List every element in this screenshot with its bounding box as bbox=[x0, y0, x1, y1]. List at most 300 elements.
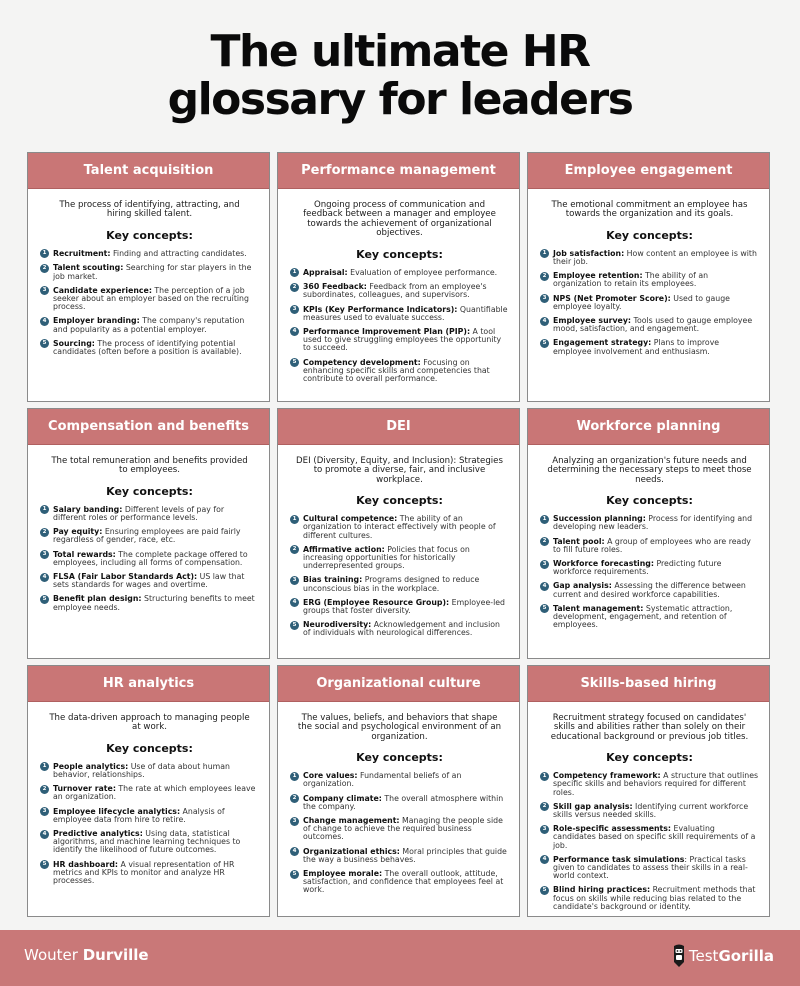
concept-term: Candidate experience: bbox=[53, 285, 152, 295]
concept-text bbox=[553, 538, 759, 554]
concept-item bbox=[40, 830, 259, 855]
concept-term: HR dashboard: bbox=[53, 859, 119, 869]
concept-item bbox=[40, 287, 259, 312]
number-badge-icon: 4 bbox=[40, 830, 49, 839]
concept-text bbox=[303, 359, 509, 384]
card-body bbox=[28, 702, 269, 897]
concept-term: Job satisfaction: bbox=[553, 248, 625, 258]
concept-item bbox=[290, 269, 509, 278]
card-description: The process of identifying, attracting, and hiring skilled talent. bbox=[59, 200, 240, 220]
concept-text bbox=[303, 870, 509, 895]
concept-definition: Managing the people side of change to achieve the required business outcomes. bbox=[303, 816, 503, 842]
number-badge-icon: 1 bbox=[540, 515, 549, 524]
concept-term: Employee retention: bbox=[553, 271, 643, 281]
concept-item bbox=[290, 621, 509, 637]
concept-definition: Finding and attracting candidates. bbox=[110, 248, 247, 258]
concept-definition: Focusing on enhancing specific skills and competencies that contribute to overall performance. bbox=[303, 357, 490, 383]
number-badge-icon: 4 bbox=[290, 327, 299, 336]
card-title: HR analytics bbox=[102, 676, 195, 691]
concept-term: Appraisal: bbox=[303, 267, 348, 277]
concept-text bbox=[53, 317, 259, 333]
concept-definition: : Practical tasks given to candidates to assess their skills in a real-world context. bbox=[553, 854, 748, 881]
number-badge-icon: 2 bbox=[290, 283, 299, 292]
card-title: Talent acquisition bbox=[83, 163, 214, 178]
number-badge-icon: 1 bbox=[40, 249, 49, 258]
number-badge-icon: 3 bbox=[290, 817, 299, 826]
concept-definition: The rate at which employees leave an organization. bbox=[53, 784, 256, 802]
number-badge-icon: 5 bbox=[40, 595, 49, 604]
concept-item bbox=[40, 573, 259, 589]
concept-definition: Evaluation of employee performance. bbox=[347, 267, 498, 277]
concept-text bbox=[553, 339, 759, 355]
number-badge-icon: 1 bbox=[40, 505, 49, 514]
author-name bbox=[24, 946, 149, 964]
concept-text bbox=[303, 328, 509, 353]
concept-term: People analytics: bbox=[53, 761, 129, 771]
concept-definition: How content an employee is with their job. bbox=[553, 248, 757, 267]
concept-definition: Using data, statistical algorithms, and machine learning techniques to identify the likelihood of future outcomes. bbox=[53, 829, 241, 855]
concept-item bbox=[540, 560, 759, 576]
number-badge-icon: 1 bbox=[540, 772, 549, 781]
concept-text bbox=[53, 861, 259, 886]
number-badge-icon: 2 bbox=[540, 802, 549, 811]
number-badge-icon: 2 bbox=[290, 545, 299, 554]
concept-item bbox=[540, 886, 759, 911]
concept-definition: Process for identifying and developing new leaders. bbox=[553, 514, 753, 532]
concept-item bbox=[40, 317, 259, 333]
concept-term: FLSA (Fair Labor Standards Act): bbox=[53, 572, 198, 582]
number-badge-icon: 3 bbox=[540, 294, 549, 303]
number-badge-icon: 5 bbox=[540, 339, 549, 348]
card-title: Workforce planning bbox=[576, 419, 721, 434]
concept-text bbox=[303, 546, 509, 571]
number-badge-icon: 5 bbox=[540, 886, 549, 895]
number-badge-icon: 4 bbox=[290, 847, 299, 856]
concept-text bbox=[553, 803, 759, 819]
concept-definition: Predicting future workforce requirements. bbox=[553, 559, 722, 577]
card-header bbox=[278, 409, 519, 445]
concept-item bbox=[540, 856, 759, 881]
concept-text bbox=[53, 808, 259, 824]
concept-text bbox=[53, 595, 259, 611]
number-badge-icon: 2 bbox=[540, 272, 549, 281]
concept-list bbox=[40, 250, 259, 356]
card-header bbox=[28, 153, 269, 189]
card-body bbox=[528, 445, 769, 641]
key-concepts-heading: Key concepts: bbox=[106, 484, 193, 498]
concept-item bbox=[40, 551, 259, 567]
card-title: Employee engagement bbox=[564, 163, 733, 178]
concept-text bbox=[53, 785, 259, 801]
concept-text bbox=[303, 848, 509, 864]
concept-term: Talent management: bbox=[553, 603, 644, 613]
number-badge-icon: 3 bbox=[290, 576, 299, 585]
concept-item bbox=[540, 339, 759, 355]
concept-term: Blind hiring practices: bbox=[553, 885, 651, 895]
key-concepts-heading: Key concepts: bbox=[106, 741, 193, 755]
concept-item bbox=[540, 272, 759, 288]
concept-definition: The overall atmosphere within the company. bbox=[303, 793, 504, 811]
card-title: DEI bbox=[386, 419, 411, 434]
card-description: The emotional commitment an employee has towards the organization and its goals. bbox=[551, 200, 748, 220]
concept-list bbox=[290, 772, 509, 894]
concept-text bbox=[53, 287, 259, 312]
concept-definition: Different levels of pay for different roles or performance levels. bbox=[53, 504, 225, 523]
concept-term: Organizational ethics: bbox=[303, 846, 400, 856]
concept-text bbox=[53, 340, 259, 356]
concept-item bbox=[540, 515, 759, 531]
number-badge-icon: 5 bbox=[40, 339, 49, 348]
card-description: Analyzing an organization's future needs and determining the necessary steps to meet those needs. bbox=[547, 456, 752, 485]
number-badge-icon: 5 bbox=[290, 358, 299, 367]
concept-definition: The perception of a job seeker about an employer based on the recruiting process. bbox=[53, 285, 249, 312]
number-badge-icon: 2 bbox=[540, 537, 549, 546]
concept-text bbox=[553, 772, 759, 797]
concept-term: Talent pool: bbox=[553, 536, 605, 546]
concept-definition: The ability of an organization to interact effectively with people of different cultures. bbox=[303, 514, 496, 540]
concept-item bbox=[40, 340, 259, 356]
brand-logo bbox=[672, 944, 774, 968]
concept-item bbox=[40, 808, 259, 824]
concept-definition: Structuring benefits to meet employee needs. bbox=[53, 594, 255, 612]
concept-item bbox=[540, 250, 759, 266]
concept-definition: Policies that focus on increasing opportunities for historically underrepresented groups. bbox=[303, 544, 470, 571]
concept-term: Employee survey: bbox=[553, 316, 632, 326]
concept-text bbox=[303, 772, 509, 788]
concept-item bbox=[290, 817, 509, 842]
concept-item bbox=[40, 506, 259, 522]
number-badge-icon: 4 bbox=[40, 317, 49, 326]
concept-text bbox=[53, 830, 259, 855]
concept-text bbox=[303, 306, 509, 322]
concept-text bbox=[303, 576, 509, 592]
key-concepts-heading: Key concepts: bbox=[606, 228, 693, 242]
glossary-card-performance-management bbox=[277, 152, 520, 402]
number-badge-icon: 3 bbox=[40, 807, 49, 816]
concept-item bbox=[290, 795, 509, 811]
concept-definition: The complete package offered to employees, including all forms of compensation. bbox=[53, 549, 248, 567]
number-badge-icon: 1 bbox=[290, 268, 299, 277]
concept-item bbox=[290, 599, 509, 615]
glossary-card-talent-acquisition bbox=[27, 152, 270, 402]
page-title bbox=[0, 28, 800, 124]
card-description: Recruitment strategy focused on candidates' skills and abilities rather than solely on their educational background or previous job titles. bbox=[550, 713, 749, 742]
concept-text bbox=[53, 551, 259, 567]
key-concepts-heading: Key concepts: bbox=[356, 247, 443, 261]
glossary-card-dei bbox=[277, 408, 520, 659]
concept-definition: Recruitment methods that focus on skills while reducing bias related to the candidate's background or identity. bbox=[553, 885, 756, 911]
author-first-name: Wouter bbox=[24, 946, 83, 964]
concept-term: Sourcing: bbox=[53, 338, 95, 348]
concept-item bbox=[540, 803, 759, 819]
concept-item bbox=[40, 861, 259, 886]
number-badge-icon: 3 bbox=[540, 825, 549, 834]
card-header bbox=[28, 666, 269, 702]
brand-name-bold: Gorilla bbox=[718, 947, 774, 965]
card-body bbox=[528, 702, 769, 917]
card-body bbox=[278, 702, 519, 907]
card-header bbox=[278, 666, 519, 702]
glossary-card-employee-engagement bbox=[527, 152, 770, 402]
concept-item bbox=[540, 605, 759, 630]
concept-item bbox=[290, 515, 509, 540]
concept-definition: Acknowledgement and inclusion of individuals with neurological differences. bbox=[303, 620, 500, 638]
concept-text bbox=[553, 515, 759, 531]
concept-definition: Tools used to gauge employee mood, satisfaction, and engagement. bbox=[553, 316, 753, 334]
concept-text bbox=[553, 582, 759, 598]
concept-term: Predictive analytics: bbox=[53, 829, 143, 839]
number-badge-icon: 2 bbox=[40, 785, 49, 794]
concept-definition: A structure that outlines specific skills and behaviors required for different roles. bbox=[553, 771, 759, 797]
number-badge-icon: 5 bbox=[290, 621, 299, 630]
concept-text bbox=[303, 795, 509, 811]
concept-term: Pay equity: bbox=[53, 527, 103, 537]
number-badge-icon: 4 bbox=[540, 582, 549, 591]
card-body bbox=[528, 189, 769, 368]
concept-definition: US law that sets standards for wages and overtime. bbox=[53, 572, 245, 590]
concept-term: ERG (Employee Resource Group): bbox=[303, 597, 450, 607]
concept-definition: The process of identifying potential candidates (often before a position is available). bbox=[53, 338, 242, 356]
concept-term: Employee lifecycle analytics: bbox=[53, 806, 181, 816]
concept-item bbox=[540, 295, 759, 311]
concept-item bbox=[540, 538, 759, 554]
glossary-card-organizational-culture bbox=[277, 665, 520, 917]
concept-definition: Feedback from an employee's subordinates, colleagues, and supervisors. bbox=[303, 282, 487, 300]
card-body bbox=[28, 445, 269, 624]
concept-definition: Plans to improve employee involvement and enthusiasm. bbox=[553, 338, 720, 356]
concept-definition: Programs designed to reduce unconscious bias in the workplace. bbox=[303, 575, 480, 593]
card-header bbox=[278, 153, 519, 189]
number-badge-icon: 4 bbox=[540, 855, 549, 864]
concept-text bbox=[553, 317, 759, 333]
concept-definition: Systematic attraction, development, engagement, and retention of employees. bbox=[553, 603, 733, 630]
concept-term: Talent scouting: bbox=[53, 263, 124, 273]
concept-text bbox=[303, 269, 497, 277]
card-body bbox=[278, 189, 519, 395]
concept-item bbox=[40, 250, 259, 259]
concept-term: Competency development: bbox=[303, 357, 421, 367]
concept-text bbox=[553, 250, 759, 266]
concept-term: Change management: bbox=[303, 816, 400, 826]
concept-definition: Ensuring employees are paid fairly regardless of gender, race, etc. bbox=[53, 527, 241, 545]
concept-term: Competency framework: bbox=[553, 771, 661, 781]
number-badge-icon: 2 bbox=[290, 794, 299, 803]
number-badge-icon: 2 bbox=[40, 264, 49, 273]
gorilla-logo-icon bbox=[672, 944, 686, 968]
number-badge-icon: 5 bbox=[540, 604, 549, 613]
concept-item bbox=[540, 582, 759, 598]
concept-term: Employer branding: bbox=[53, 316, 140, 326]
concept-list bbox=[290, 515, 509, 637]
concept-term: Benefit plan design: bbox=[53, 594, 142, 604]
number-badge-icon: 1 bbox=[540, 249, 549, 258]
number-badge-icon: 1 bbox=[290, 515, 299, 524]
concept-item bbox=[290, 848, 509, 864]
card-header bbox=[28, 409, 269, 445]
number-badge-icon: 2 bbox=[40, 528, 49, 537]
glossary-card-hr-analytics bbox=[27, 665, 270, 917]
glossary-grid bbox=[27, 152, 770, 917]
concept-definition: Moral principles that guide the way a business behaves. bbox=[303, 846, 507, 864]
concept-definition: Fundamental beliefs of an organization. bbox=[303, 771, 462, 789]
concept-text bbox=[303, 515, 509, 540]
concept-definition: Identifying current workforce skills versus needed skills. bbox=[553, 801, 749, 820]
concept-term: KPIs (Key Performance Indicators): bbox=[303, 304, 458, 314]
concept-definition: Used to gauge employee loyalty. bbox=[553, 293, 730, 311]
card-title: Compensation and benefits bbox=[48, 419, 249, 434]
concept-term: Neurodiversity: bbox=[303, 620, 372, 630]
concept-text bbox=[553, 856, 759, 881]
footer bbox=[0, 930, 800, 986]
concept-definition: The ability of an organization to retain its employees. bbox=[553, 271, 709, 289]
number-badge-icon: 4 bbox=[290, 598, 299, 607]
card-title: Performance management bbox=[301, 163, 496, 178]
concept-item bbox=[40, 264, 259, 280]
concept-text bbox=[53, 264, 259, 280]
card-description: The total remuneration and benefits provided to employees. bbox=[51, 456, 248, 476]
concept-item bbox=[40, 528, 259, 544]
number-badge-icon: 1 bbox=[290, 772, 299, 781]
concept-text bbox=[303, 599, 509, 615]
number-badge-icon: 4 bbox=[540, 317, 549, 326]
concept-list bbox=[290, 269, 509, 384]
concept-definition: Evaluating candidates based on specific skill requirements of a job. bbox=[553, 824, 756, 850]
concept-term: 360 Feedback: bbox=[303, 282, 367, 292]
concept-item bbox=[290, 772, 509, 788]
concept-item bbox=[540, 825, 759, 850]
concept-term: Succession planning: bbox=[553, 514, 646, 524]
card-header bbox=[528, 409, 769, 445]
concept-term: Cultural competence: bbox=[303, 514, 398, 524]
concept-item bbox=[290, 283, 509, 299]
card-header bbox=[528, 666, 769, 702]
number-badge-icon: 5 bbox=[40, 860, 49, 869]
concept-text bbox=[53, 506, 259, 522]
card-description: The values, beliefs, and behaviors that shape the social and psychological environment of an organization. bbox=[297, 713, 502, 742]
concept-text bbox=[53, 763, 259, 779]
glossary-card-compensation-and-benefits bbox=[27, 408, 270, 659]
concept-item bbox=[40, 595, 259, 611]
concept-definition: A tool used to give struggling employees the opportunity to succeed. bbox=[303, 326, 502, 353]
concept-term: Turnover rate: bbox=[53, 784, 116, 794]
concept-text bbox=[303, 621, 509, 637]
card-body bbox=[278, 445, 519, 650]
card-description: Ongoing process of communication and feedback between a manager and employee towards the achievement of organizational objectives. bbox=[303, 200, 496, 239]
number-badge-icon: 3 bbox=[290, 305, 299, 314]
number-badge-icon: 1 bbox=[40, 762, 49, 771]
key-concepts-heading: Key concepts: bbox=[606, 494, 693, 508]
concept-term: Recruitment: bbox=[53, 248, 111, 258]
concept-term: NPS (Net Promoter Score): bbox=[553, 293, 671, 303]
key-concepts-heading: Key concepts: bbox=[356, 751, 443, 765]
card-title: Skills-based hiring bbox=[580, 676, 717, 691]
concept-definition: A group of employees who are ready to fill future roles. bbox=[553, 536, 751, 554]
concept-item bbox=[290, 328, 509, 353]
title-line-1: The ultimate HR bbox=[210, 26, 590, 77]
key-concepts-heading: Key concepts: bbox=[106, 228, 193, 242]
concept-list bbox=[40, 763, 259, 885]
concept-item bbox=[290, 359, 509, 384]
card-body bbox=[28, 189, 269, 368]
concept-term: Workforce forecasting: bbox=[553, 559, 654, 569]
glossary-card-workforce-planning bbox=[527, 408, 770, 659]
concept-definition: The overall outlook, attitude, satisfaction, and confidence that employees feel at work. bbox=[303, 869, 504, 895]
concept-item bbox=[290, 576, 509, 592]
concept-term: Skill gap analysis: bbox=[553, 801, 633, 811]
concept-list bbox=[540, 250, 759, 356]
concept-text bbox=[553, 272, 759, 288]
concept-term: Engagement strategy: bbox=[553, 338, 652, 348]
concept-term: Core values: bbox=[303, 771, 358, 781]
concept-text bbox=[553, 605, 759, 630]
glossary-card-skills-based-hiring bbox=[527, 665, 770, 917]
card-description: DEI (Diversity, Equity, and Inclusion): Strategies to promote a diverse, fair, and inclusive workplace. bbox=[296, 456, 503, 485]
concept-definition: A visual representation of HR metrics and KPIs to monitor and analyze HR processes. bbox=[53, 859, 235, 886]
concept-definition: Searching for star players in the job market. bbox=[53, 263, 252, 281]
concept-term: Salary banding: bbox=[53, 504, 123, 514]
key-concepts-heading: Key concepts: bbox=[356, 494, 443, 508]
concept-term: Performance task simulations bbox=[553, 854, 685, 864]
concept-text bbox=[553, 825, 759, 850]
concept-definition: Assessing the difference between current and desired workforce capabilities. bbox=[553, 581, 746, 599]
concept-text bbox=[553, 886, 759, 911]
concept-item bbox=[40, 763, 259, 779]
concept-definition: Analysis of employee data from hire to retire. bbox=[53, 806, 225, 824]
concept-text bbox=[53, 528, 259, 544]
concept-text bbox=[53, 250, 247, 258]
number-badge-icon: 3 bbox=[540, 560, 549, 569]
concept-text bbox=[553, 560, 759, 576]
concept-text bbox=[53, 573, 259, 589]
concept-item bbox=[290, 306, 509, 322]
concept-text bbox=[553, 295, 759, 311]
card-description: The data-driven approach to managing people at work. bbox=[49, 713, 250, 733]
concept-term: Total rewards: bbox=[53, 549, 116, 559]
concept-definition: Use of data about human behavior, relationships. bbox=[53, 761, 230, 780]
concept-term: Role-specific assessments: bbox=[553, 824, 672, 834]
number-badge-icon: 4 bbox=[40, 573, 49, 582]
number-badge-icon: 5 bbox=[290, 870, 299, 879]
concept-text bbox=[303, 283, 509, 299]
concept-term: Affirmative action: bbox=[303, 544, 385, 554]
concept-definition: The company's reputation and popularity as a potential employer. bbox=[53, 316, 245, 334]
concept-item bbox=[40, 785, 259, 801]
concept-item bbox=[540, 317, 759, 333]
concept-term: Performance Improvement Plan (PIP): bbox=[303, 326, 471, 336]
concept-term: Employee morale: bbox=[303, 869, 383, 879]
concept-definition: Quantifiable measures used to evaluate success. bbox=[303, 304, 508, 322]
concept-term: Company climate: bbox=[303, 793, 382, 803]
concept-text bbox=[303, 817, 509, 842]
concept-item bbox=[290, 870, 509, 895]
key-concepts-heading: Key concepts: bbox=[606, 751, 693, 765]
brand-name-light: Test bbox=[688, 947, 719, 965]
concept-item bbox=[290, 546, 509, 571]
concept-list bbox=[540, 515, 759, 629]
concept-list bbox=[540, 772, 759, 911]
concept-term: Gap analysis: bbox=[553, 581, 612, 591]
card-header bbox=[528, 153, 769, 189]
card-title: Organizational culture bbox=[316, 676, 481, 691]
title-line-2: glossary for leaders bbox=[167, 74, 633, 125]
concept-item bbox=[540, 772, 759, 797]
concept-term: Bias training: bbox=[303, 575, 363, 585]
number-badge-icon: 3 bbox=[40, 286, 49, 295]
concept-list bbox=[40, 506, 259, 612]
author-last-name: Durville bbox=[82, 946, 149, 964]
concept-definition: Employee-led groups that foster diversity. bbox=[303, 597, 505, 616]
number-badge-icon: 3 bbox=[40, 550, 49, 559]
